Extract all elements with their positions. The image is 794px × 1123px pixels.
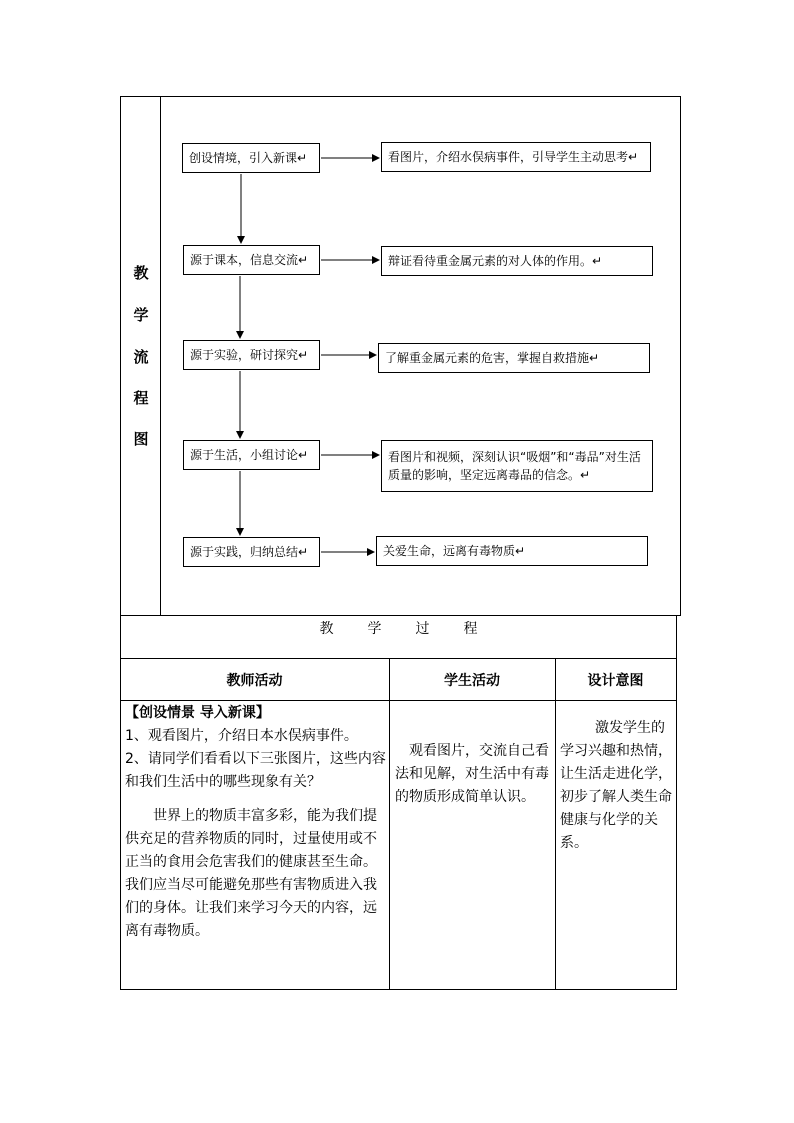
- flow-step-box: 源于实验，研讨探究↵: [183, 340, 320, 370]
- flow-side-label-char: 流: [133, 348, 149, 366]
- flow-step-box: 源于课本，信息交流↵: [183, 245, 320, 275]
- process-title-char: 过: [415, 621, 430, 637]
- teacher-heading: 【创设情景 导入新课】: [125, 705, 270, 721]
- flow-outcome-box: 了解重金属元素的危害，掌握自救措施↵: [378, 343, 650, 373]
- flow-side-label-char: 程: [133, 389, 149, 407]
- column-header-student: 学生活动: [444, 673, 500, 689]
- flow-outcome-box: 辩证看待重金属元素的对人体的作用。↵: [381, 246, 653, 276]
- student-activity: 观看图片，交流自己看法和见解，对生活中有毒的物质形成简单认识。: [395, 743, 549, 805]
- flow-outcome-box: 看图片，介绍水俣病事件，引导学生主动思考↵: [381, 142, 651, 172]
- flow-side-label-char: 学: [133, 306, 149, 324]
- process-title-char: 学: [367, 621, 382, 637]
- flow-step-box: 源于实践，归纳总结↵: [183, 537, 320, 567]
- teacher-paragraph: 世界上的物质丰富多彩，能为我们提供充足的营养物质的同时，过量使用或不正当的食用会危害我们的健康甚至生命。我们应当尽可能避免那些有害物质进入我们的身体。让我们来学习今天的内容，远离有毒物质。: [125, 808, 377, 939]
- flow-outcome-box: 关爱生命，远离有毒物质↵: [376, 536, 648, 566]
- process-title-char: 程: [463, 621, 478, 637]
- process-title: [120, 618, 677, 640]
- process-title-char: 教: [319, 621, 334, 637]
- flow-outcome-box: 看图片和视频，深刻认识“吸烟”和“毒品”对生活质量的影响，坚定远离毒品的信念。↵: [381, 440, 653, 492]
- teacher-item: 2、请同学们看看以下三张图片，这些内容和我们生活中的哪些现象有关？: [125, 751, 386, 790]
- flow-step-box: 创设情境，引入新课↵: [182, 143, 320, 173]
- column-header-teacher: 教师活动: [226, 673, 283, 689]
- teacher-item: 1、观看图片，介绍日本水俣病事件。: [125, 728, 358, 744]
- teacher-activity: [125, 702, 389, 943]
- flow-side-label-char: 图: [133, 430, 149, 448]
- flow-side-label-char: 教: [133, 264, 149, 282]
- column-header-intent: 设计意图: [587, 673, 644, 689]
- design-intent: 激发学生的学习兴趣和热情，让生活走进化学，初步了解人类生命健康与化学的关系。: [560, 720, 672, 851]
- flow-step-box: 源于生活，小组讨论↵: [183, 440, 320, 470]
